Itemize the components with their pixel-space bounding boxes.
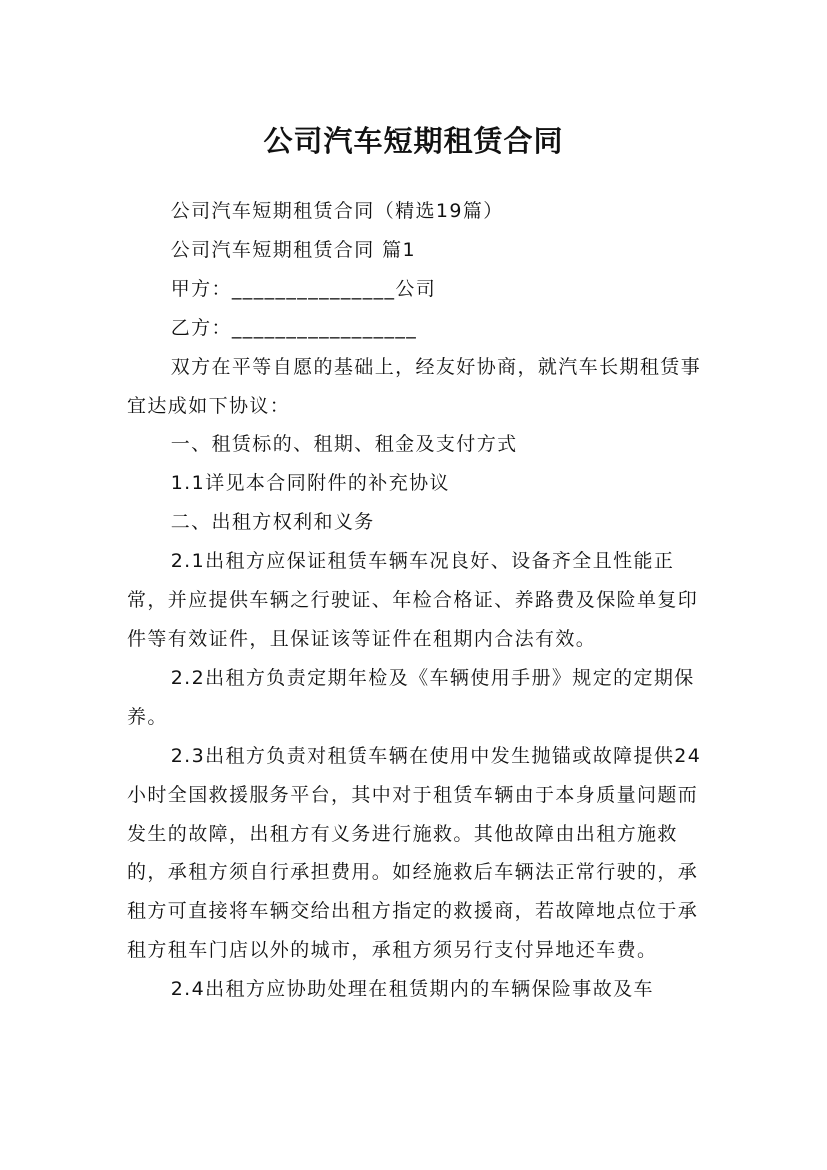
party-b-line: 乙方：_________________ <box>170 316 418 339</box>
paragraph-heading: 公司汽车短期租赁合同 篇1 <box>170 238 417 261</box>
clause-2-3: 2.3出租方负责对租赁车辆在使用中发生抛锚或故障提供24小时全国救援服务平台，其中对于租赁车辆由于本身质量问题而发生的故障，出租方有义务进行施救。其他故障由出租方施救的，承租方须自行承担费用。如经施救后车辆法正常行驶的，承租方可直接将车辆交给出租方指定的救援商，若故障地点位于承租方租车门店以外的城市，承租方须另行支付异地还车费。 <box>127 744 702 962</box>
section-heading-1: 一、租赁标的、租期、租金及支付方式 <box>170 433 518 456</box>
party-a-line: 甲方：_______________公司 <box>170 277 437 300</box>
clause-2-2: 2.2出租方负责定期年检及《车辆使用手册》规定的定期保养。 <box>127 666 695 728</box>
clause-1-1: 1.1详见本合同附件的补充协议 <box>170 472 450 495</box>
clause-2-4: 2.4出租方应协助处理在租赁期内的车辆保险事故及车 <box>170 978 654 1001</box>
clause-2-1: 2.1出租方应保证租赁车辆车况良好、设备齐全且性能正常，并应提供车辆之行驶证、年检合格证、养路费及保险单复印件等有效证件，且保证该等证件在租期内合法有效。 <box>127 550 699 650</box>
section-heading-2: 二、出租方权利和义务 <box>170 511 375 534</box>
document-title: 公司汽车短期租赁合同 <box>263 124 564 159</box>
paragraph-intro: 双方在平等自愿的基础上，经友好协商，就汽车长期租赁事宜达成如下协议： <box>127 355 702 417</box>
document-body <box>127 192 705 1009</box>
paragraph-subtitle: 公司汽车短期租赁合同（精选19篇） <box>170 200 504 222</box>
